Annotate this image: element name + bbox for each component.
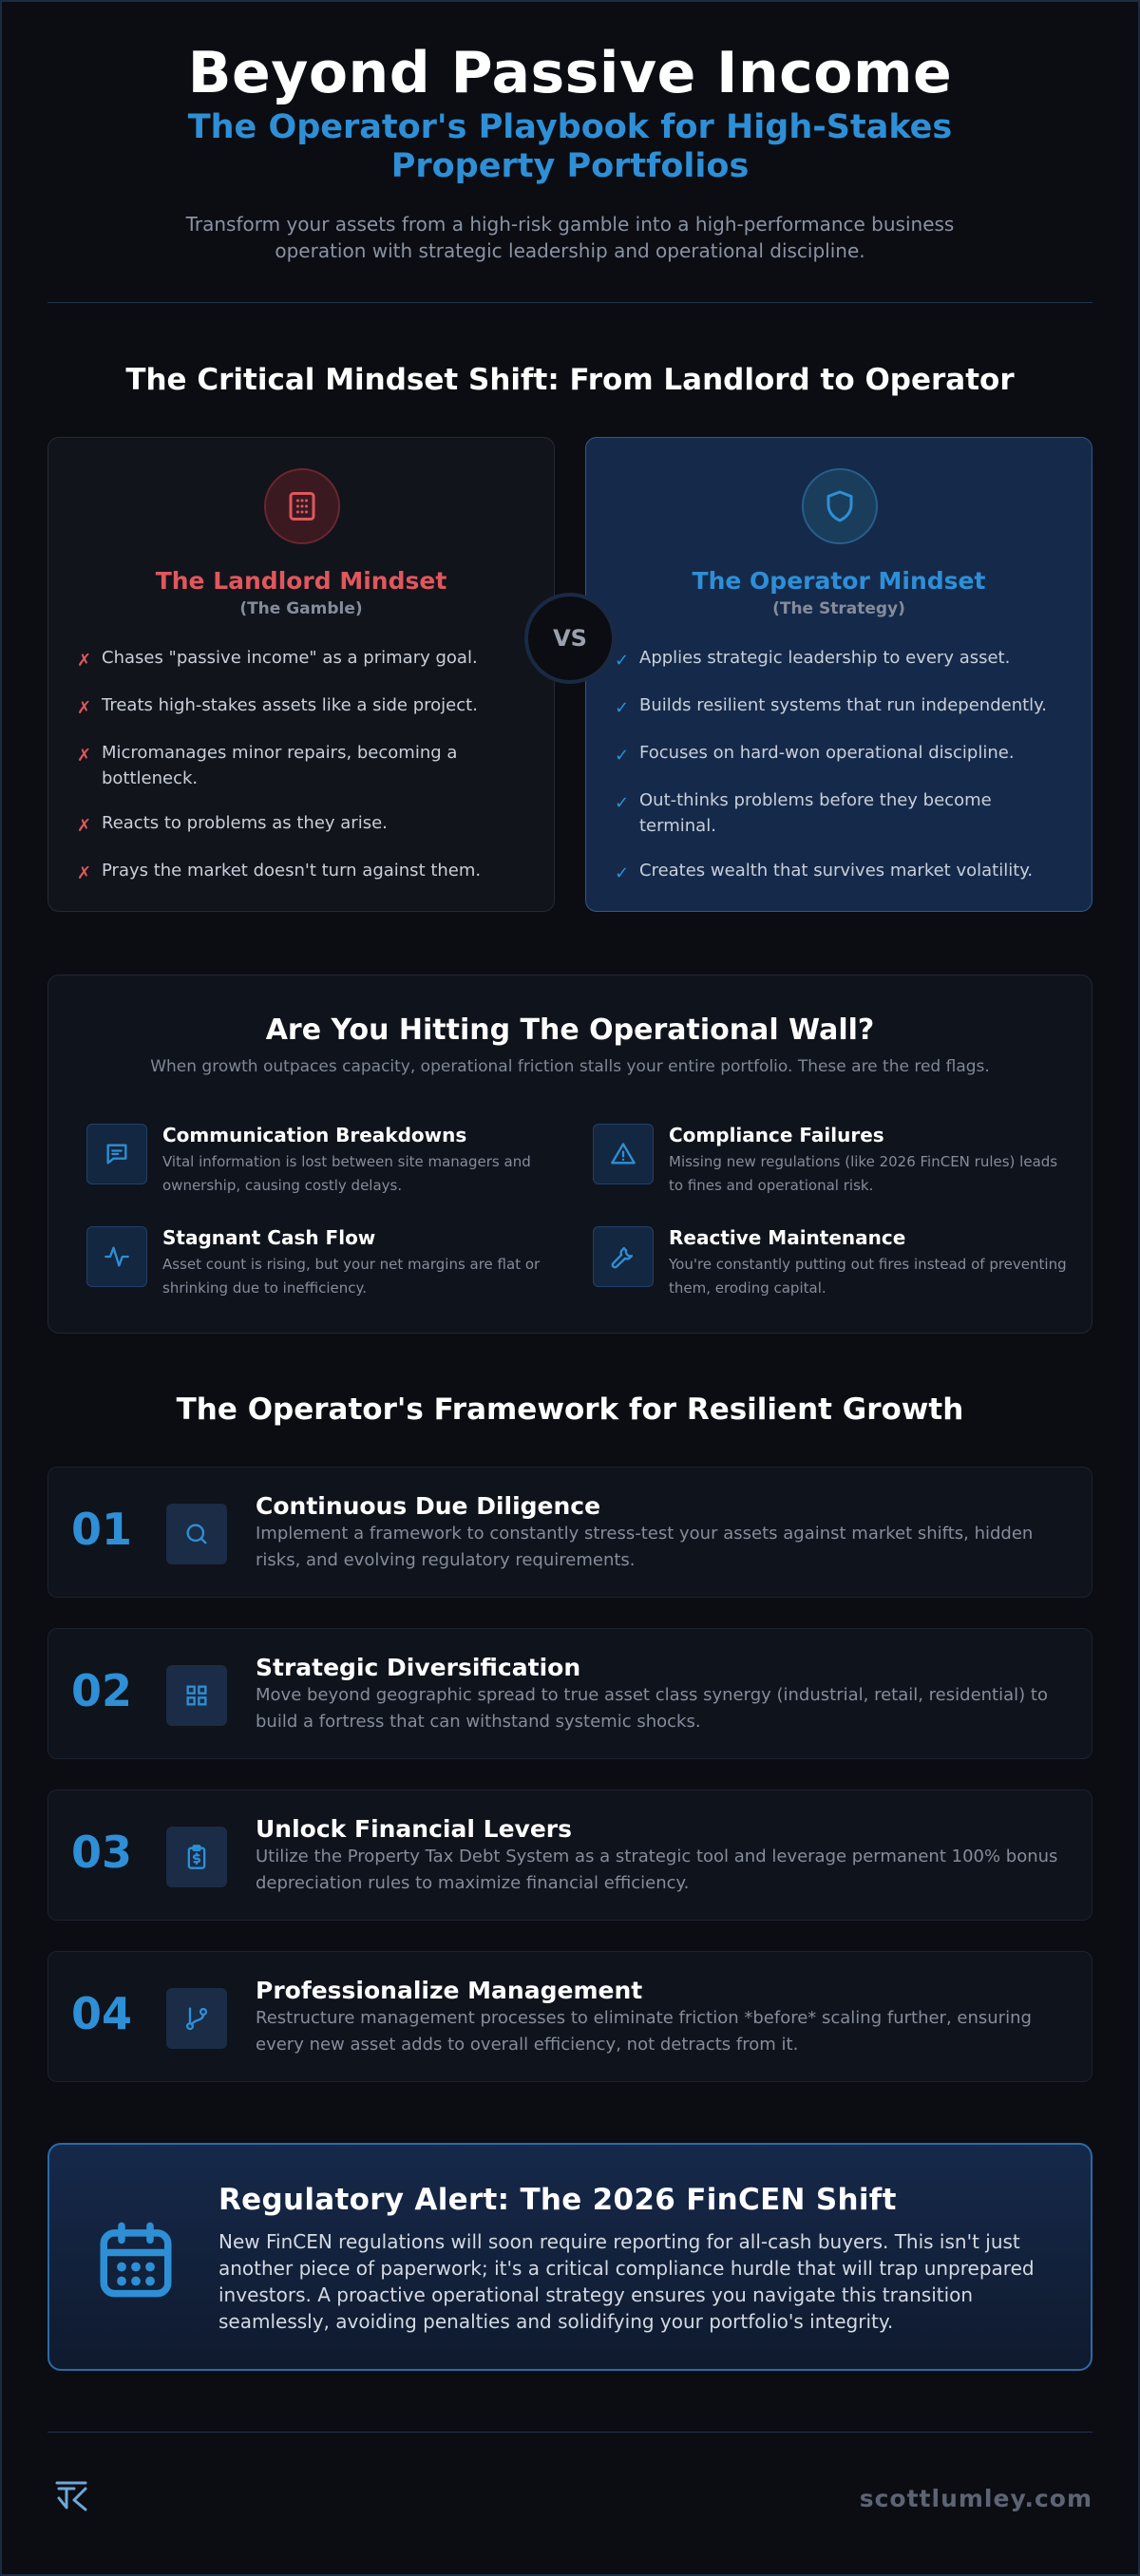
- step-number: 02: [71, 1665, 133, 1716]
- activity-icon: [86, 1226, 147, 1287]
- wall-description: When growth outpaces capacity, operational friction stalls your entire portfolio. These are the red flags.: [150, 1057, 990, 1076]
- red-flag-item: [593, 1124, 1058, 1200]
- landlord-title: The Landlord Mindset: [155, 567, 447, 595]
- list-item: [615, 740, 1071, 768]
- framework-step: [48, 1467, 1092, 1598]
- check-icon: ✓: [615, 793, 630, 813]
- footer-divider: [48, 2432, 1092, 2433]
- list-item-text: Applies strategic leadership to every asset.: [639, 648, 1011, 668]
- message-icon: [86, 1124, 147, 1184]
- wall-title: Are You Hitting The Operational Wall?: [265, 1013, 875, 1047]
- operational-wall-panel: [48, 975, 1092, 1334]
- operator-title: The Operator Mindset: [692, 567, 986, 595]
- list-item-text: Reacts to problems as they arise.: [102, 813, 388, 833]
- list-item: [615, 858, 1071, 886]
- cross-icon: ✗: [77, 746, 92, 766]
- list-item: [77, 740, 533, 791]
- list-item-text: Prays the market doesn't turn against them.: [102, 861, 482, 881]
- divider: [48, 302, 1092, 303]
- vs-badge: VS: [524, 593, 616, 684]
- framework-section-title: The Operator's Framework for Resilient Growth: [176, 1392, 964, 1427]
- mindset-section-title: The Critical Mindset Shift: From Landlord to Operator: [125, 363, 1015, 397]
- list-item-text: Builds resilient systems that run independently.: [639, 695, 1047, 715]
- cross-icon: ✗: [77, 651, 92, 671]
- flag-title: Reactive Maintenance: [669, 1226, 906, 1249]
- list-item: [615, 692, 1071, 721]
- flag-title: Communication Breakdowns: [162, 1124, 467, 1146]
- step-title: Continuous Due Diligence: [256, 1492, 601, 1520]
- flag-description: Asset count is rising, but your net margins are flat or shrinking due to inefficiency.: [162, 1256, 541, 1297]
- alert-description: New FinCEN regulations will soon require reporting for all-cash buyers. This isn't just another piece of paperwork; it's a critical compliance hurdle that will trap unprepared investors. A proactive operational strategy ensures you navigate this transition seamlessly, avoiding penalties and solidifying your portfolio's integrity.: [218, 2230, 1035, 2333]
- regulatory-alert: [48, 2143, 1092, 2371]
- list-item-text: Chases "passive income" as a primary goal.: [102, 648, 478, 668]
- search-icon: [166, 1504, 227, 1564]
- red-flag-item: [593, 1226, 1067, 1302]
- step-number: 03: [71, 1827, 133, 1878]
- cross-icon: ✗: [77, 698, 92, 718]
- landlord-list: [77, 645, 533, 905]
- flag-description: Vital information is lost between site managers and ownership, causing costly delays.: [162, 1153, 531, 1194]
- step-description: Implement a framework to constantly stress-test your assets against market shifts, hidden risks, and evolving regulatory requirements.: [256, 1524, 1034, 1570]
- step-title: Unlock Financial Levers: [256, 1815, 572, 1843]
- flag-description: Missing new regulations (like 2026 FinCEN rules) leads to fines and operational risk.: [669, 1153, 1058, 1194]
- step-title: Professionalize Management: [256, 1977, 643, 2004]
- check-icon: ✓: [615, 746, 630, 766]
- page-description: Transform your assets from a high-risk gamble into a high-performance business operation with strategic leadership and operational discipline.: [185, 213, 955, 262]
- list-item: [77, 858, 533, 886]
- red-flag-item: [86, 1124, 542, 1200]
- step-description: Restructure management processes to eliminate friction *before* scaling further, ensuring every new asset adds to overall efficiency, not detracts from it.: [256, 2008, 1032, 2055]
- list-item: [77, 692, 533, 721]
- clipboard-dollar-icon: [166, 1827, 227, 1887]
- step-number: 01: [71, 1504, 133, 1555]
- list-item: [615, 787, 1071, 839]
- page-title: Beyond Passive Income: [187, 40, 953, 106]
- cross-icon: ✗: [77, 816, 92, 836]
- cross-icon: ✗: [77, 863, 92, 883]
- step-title: Strategic Diversification: [256, 1654, 581, 1681]
- framework-step: [48, 1790, 1092, 1921]
- list-item-text: Treats high-stakes assets like a side project.: [102, 695, 478, 715]
- flag-title: Compliance Failures: [669, 1124, 884, 1146]
- check-icon: ✓: [615, 698, 630, 718]
- building-icon: [264, 468, 340, 544]
- step-number: 04: [71, 1988, 133, 2039]
- check-icon: ✓: [615, 651, 630, 671]
- landlord-card: [48, 437, 555, 912]
- grid-icon: [166, 1665, 227, 1726]
- list-item-text: Creates wealth that survives market volatility.: [639, 861, 1034, 881]
- framework-step: [48, 1951, 1092, 2082]
- step-description: Utilize the Property Tax Debt System as a strategic tool and leverage permanent 100% bonus depreciation rules to maximize financial efficiency.: [256, 1847, 1058, 1893]
- list-item-text: Focuses on hard-won operational discipline.: [639, 743, 1015, 763]
- check-icon: ✓: [615, 863, 630, 883]
- list-item: [77, 810, 533, 839]
- wrench-icon: [593, 1226, 654, 1287]
- operator-list: [615, 645, 1071, 905]
- alert-title: Regulatory Alert: The 2026 FinCEN Shift: [218, 2183, 897, 2217]
- framework-step: [48, 1628, 1092, 1759]
- flag-title: Stagnant Cash Flow: [162, 1226, 376, 1249]
- step-description: Move beyond geographic spread to true asset class synergy (industrial, retail, residential) to build a fortress that can withstand systemic shocks.: [256, 1685, 1048, 1732]
- list-item: [77, 645, 533, 673]
- list-item-text: Micromanages minor repairs, becoming a bottleneck.: [102, 743, 458, 788]
- sl-logo-icon: [53, 2477, 91, 2515]
- shield-icon: [802, 468, 878, 544]
- git-branch-icon: [166, 1988, 227, 2049]
- operator-card: [585, 437, 1092, 912]
- landlord-subtitle: (The Gamble): [239, 599, 363, 618]
- operator-subtitle: (The Strategy): [772, 599, 905, 618]
- footer-website[interactable]: scottlumley.com: [859, 2485, 1092, 2512]
- calendar-icon: [93, 2217, 179, 2302]
- page-subtitle: The Operator's Playbook for High-Stakes Property Portfolios: [187, 108, 953, 185]
- alert-triangle-icon: [593, 1124, 654, 1184]
- red-flag-item: [86, 1226, 542, 1302]
- list-item-text: Out-thinks problems before they become terminal.: [639, 790, 992, 836]
- list-item: [615, 645, 1071, 673]
- flag-description: You're constantly putting out fires instead of preventing them, eroding capital.: [669, 1256, 1067, 1297]
